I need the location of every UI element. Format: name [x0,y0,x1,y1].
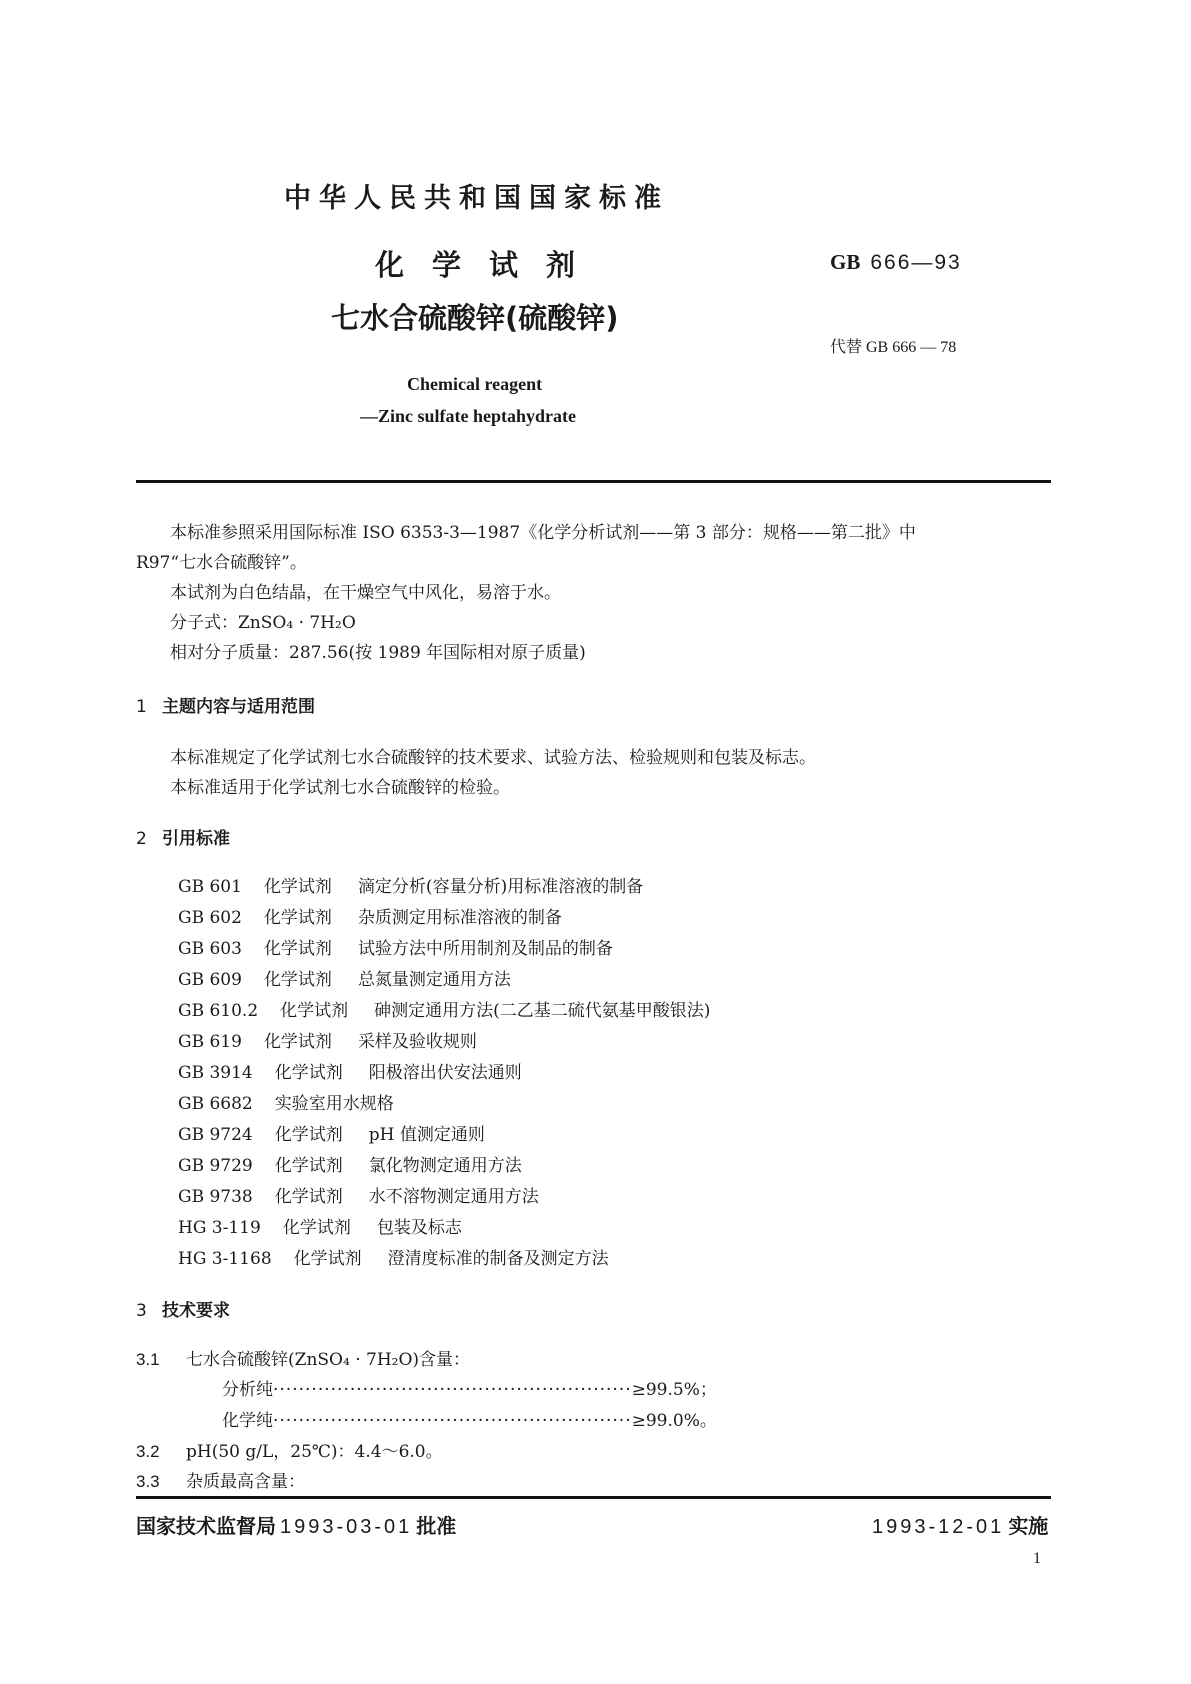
ref-desc: 采样及验收规则 [357,1032,477,1052]
reference-item [178,1244,609,1269]
grade-value: ≥99.5%； [631,1380,717,1400]
formula-label: 分子式： [170,613,238,633]
section-title: 技术要求 [162,1301,230,1321]
section-1-paragraph-2: 本标准适用于化学试剂七水合硫酸锌的检验。 [170,778,510,798]
ref-code: GB 619 [178,1032,242,1052]
reference-item [178,903,562,928]
section-title: 主题内容与适用范围 [162,697,315,717]
ref-code: GB 609 [178,970,242,990]
ref-code: GB 3914 [178,1063,253,1083]
grade-chemical [222,1406,717,1431]
section-number: 3 [136,1301,147,1321]
reference-item [178,1058,522,1083]
ref-desc: 总氮量测定通用方法 [357,970,511,990]
clause-text: pH(50 g/L，25℃)：4.4～6.0。 [186,1442,443,1462]
reference-item [178,934,613,959]
grade-analytical [222,1375,717,1400]
ref-desc: 杂质测定用标准溶液的制备 [357,908,562,928]
title-line-1: 化学试剂 [375,248,604,282]
effective-date: 1993-12-01 [872,1516,1005,1538]
header-divider [136,480,1051,483]
molecular-formula [170,608,356,633]
section-2-heading [136,824,230,849]
ref-prefix: 化学试剂 [263,877,332,897]
intro-paragraph-1-line-2: R97“七水合硫酸锌”。 [136,553,307,573]
approval-line [136,1510,456,1539]
ref-code: GB 602 [178,908,242,928]
ref-code: GB 9724 [178,1125,253,1145]
ref-prefix: 化学试剂 [274,1187,343,1207]
page-number: 1 [1033,1550,1041,1567]
clause-text: 杂质最高含量： [186,1472,305,1492]
section-1-paragraph-1: 本标准规定了化学试剂七水合硫酸锌的技术要求、试验方法、检验规则和包装及标志。 [170,748,816,768]
ref-code: HG 3-1168 [178,1249,272,1269]
ref-prefix: 化学试剂 [274,1063,343,1083]
dot-leader: ························································ [273,1411,632,1431]
clause-number: 3.2 [136,1442,160,1461]
footer-divider [136,1496,1051,1499]
english-title-line-1: Chemical reagent [407,374,543,394]
ref-prefix: 化学试剂 [274,1156,343,1176]
grade-name: 分析纯 [222,1380,273,1400]
clause-number: 3.1 [136,1350,160,1369]
ref-code: GB 603 [178,939,242,959]
ref-code: GB 601 [178,877,242,897]
ref-desc: 阳极溶出伏安法通则 [368,1063,522,1083]
ref-prefix: 化学试剂 [282,1218,351,1238]
reference-item [178,965,511,990]
clause-text: 七水合硫酸锌(ZnSO₄ · 7H₂O)含量： [186,1350,471,1370]
effective-line [872,1510,1048,1539]
section-number: 1 [136,697,147,717]
clause-3-2 [136,1437,443,1462]
ref-prefix: 化学试剂 [293,1249,362,1269]
ref-prefix: 化学试剂 [263,908,332,928]
reference-item [178,1089,394,1114]
ref-code: GB 6682 [178,1094,253,1114]
reference-item [178,1151,522,1176]
formula-value: ZnSO₄ · 7H₂O [238,613,356,633]
reference-item [178,1120,485,1145]
ref-code: HG 3-119 [178,1218,261,1238]
section-1-heading [136,692,315,717]
ref-prefix: 化学试剂 [263,970,332,990]
standard-code: 666—93 [870,251,962,274]
clause-3-1 [136,1345,470,1370]
standard-prefix: GB [830,250,861,274]
ref-desc: 氯化物测定通用方法 [368,1156,522,1176]
grade-value: ≥99.0%。 [631,1411,717,1431]
reference-item [178,872,643,897]
ref-prefix: 化学试剂 [280,1001,349,1021]
ref-desc: 澄清度标准的制备及测定方法 [387,1249,609,1269]
section-3-heading [136,1296,230,1321]
national-standard-heading: 中华人民共和国国家标准 [284,183,669,214]
ref-prefix: 化学试剂 [263,1032,332,1052]
section-title: 引用标准 [162,829,230,849]
clause-number: 3.3 [136,1472,160,1491]
replaces-note: 代替 GB 666 — 78 [830,339,957,356]
ref-desc: 包装及标志 [376,1218,462,1238]
ref-prefix: 化学试剂 [274,1125,343,1145]
reference-item [178,1213,462,1238]
title-line-2: 七水合硫酸锌(硫酸锌) [331,301,619,335]
section-number: 2 [136,829,147,849]
intro-paragraph-2: 本试剂为白色结晶，在干燥空气中风化，易溶于水。 [170,583,561,603]
dot-leader: ························································ [273,1380,632,1400]
ref-desc: 实验室用水规格 [274,1094,394,1114]
approval-date: 1993-03-01 [280,1516,413,1538]
ref-desc: 滴定分析(容量分析)用标准溶液的制备 [357,877,644,897]
ref-desc: 水不溶物测定通用方法 [368,1187,539,1207]
english-title-line-2: —Zinc sulfate heptahydrate [360,406,576,426]
ref-code: GB 9729 [178,1156,253,1176]
reference-item [178,996,710,1021]
reference-item [178,1027,477,1052]
ref-code: GB 610.2 [178,1001,259,1021]
approving-authority: 国家技术监督局 [136,1514,276,1538]
ref-prefix: 化学试剂 [263,939,332,959]
grade-name: 化学纯 [222,1411,273,1431]
intro-paragraph-1-line-1: 本标准参照采用国际标准 ISO 6353-3—1987《化学分析试剂——第 3 部分：规格——第二批》中 [170,523,916,543]
ref-desc: 砷测定通用方法(二乙基二硫代氨基甲酸银法) [374,1001,711,1021]
ref-desc: 试验方法中所用制剂及制品的制备 [357,939,613,959]
molar-mass: 相对分子质量：287.56(按 1989 年国际相对原子质量) [170,643,586,663]
ref-desc: pH 值测定通则 [368,1125,485,1145]
ref-code: GB 9738 [178,1187,253,1207]
reference-item [178,1182,539,1207]
effective-suffix: 实施 [1008,1514,1049,1538]
clause-3-3 [136,1467,305,1492]
standard-number [830,250,962,275]
approval-suffix: 批准 [416,1514,457,1538]
